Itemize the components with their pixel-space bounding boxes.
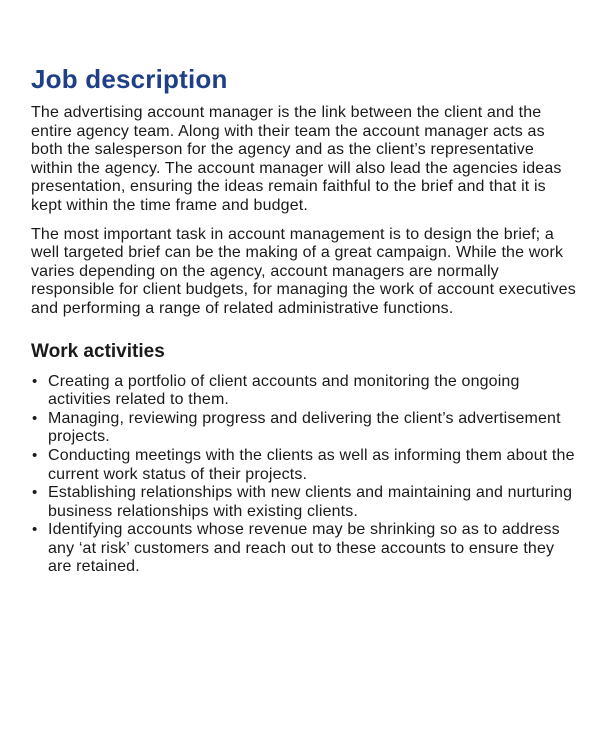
page-title: Job description — [31, 64, 228, 94]
list-item-text: Identifying accounts whose revenue may be shrinking so as to address any ‘at risk’ customers and reach out to these accounts to ensure they are retained. — [48, 521, 560, 576]
list-item-text: Conducting meetings with the clients as well as informing them about the current work status of their projects. — [48, 446, 575, 483]
bullet-icon: • — [32, 446, 38, 464]
list-item-text: Creating a portfolio of client accounts and monitoring the ongoing activities related to them. — [48, 372, 520, 409]
list-item — [31, 373, 576, 410]
bullet-icon: • — [32, 484, 38, 502]
body-paragraph: The most important task in account management is to design the brief; a well targeted brief can be the making of a great campaign. While the work varies depending on the agency, account managers are normally responsible for client budgets, for managing the work of account executives and performing a range of related administrative functions. — [31, 225, 576, 317]
work-activities-list — [31, 373, 576, 578]
section-heading-work-activities: Work activities — [31, 340, 165, 362]
list-item-text: Establishing relationships with new clients and maintaining and nurturing business relationships with existing clients. — [48, 484, 573, 520]
list-item — [31, 447, 576, 484]
list-item-text: Managing, reviewing progress and delivering the client’s advertisement projects. — [48, 409, 561, 446]
bullet-icon: • — [32, 372, 38, 390]
list-item — [31, 484, 576, 521]
bullet-icon: • — [32, 521, 38, 539]
list-item — [31, 410, 576, 447]
list-item — [31, 521, 576, 577]
intro-paragraph: The advertising account manager is the link between the client and the entire agency team. Along with their team the account manager acts as both the salesperson for the agency and as the client’s representative within the agency. The account manager will also lead the agencies ideas presentation, ensuring the ideas remain faithful to the brief and that it is kept within the time frame and budget. — [31, 104, 562, 214]
bullet-icon: • — [32, 409, 38, 427]
